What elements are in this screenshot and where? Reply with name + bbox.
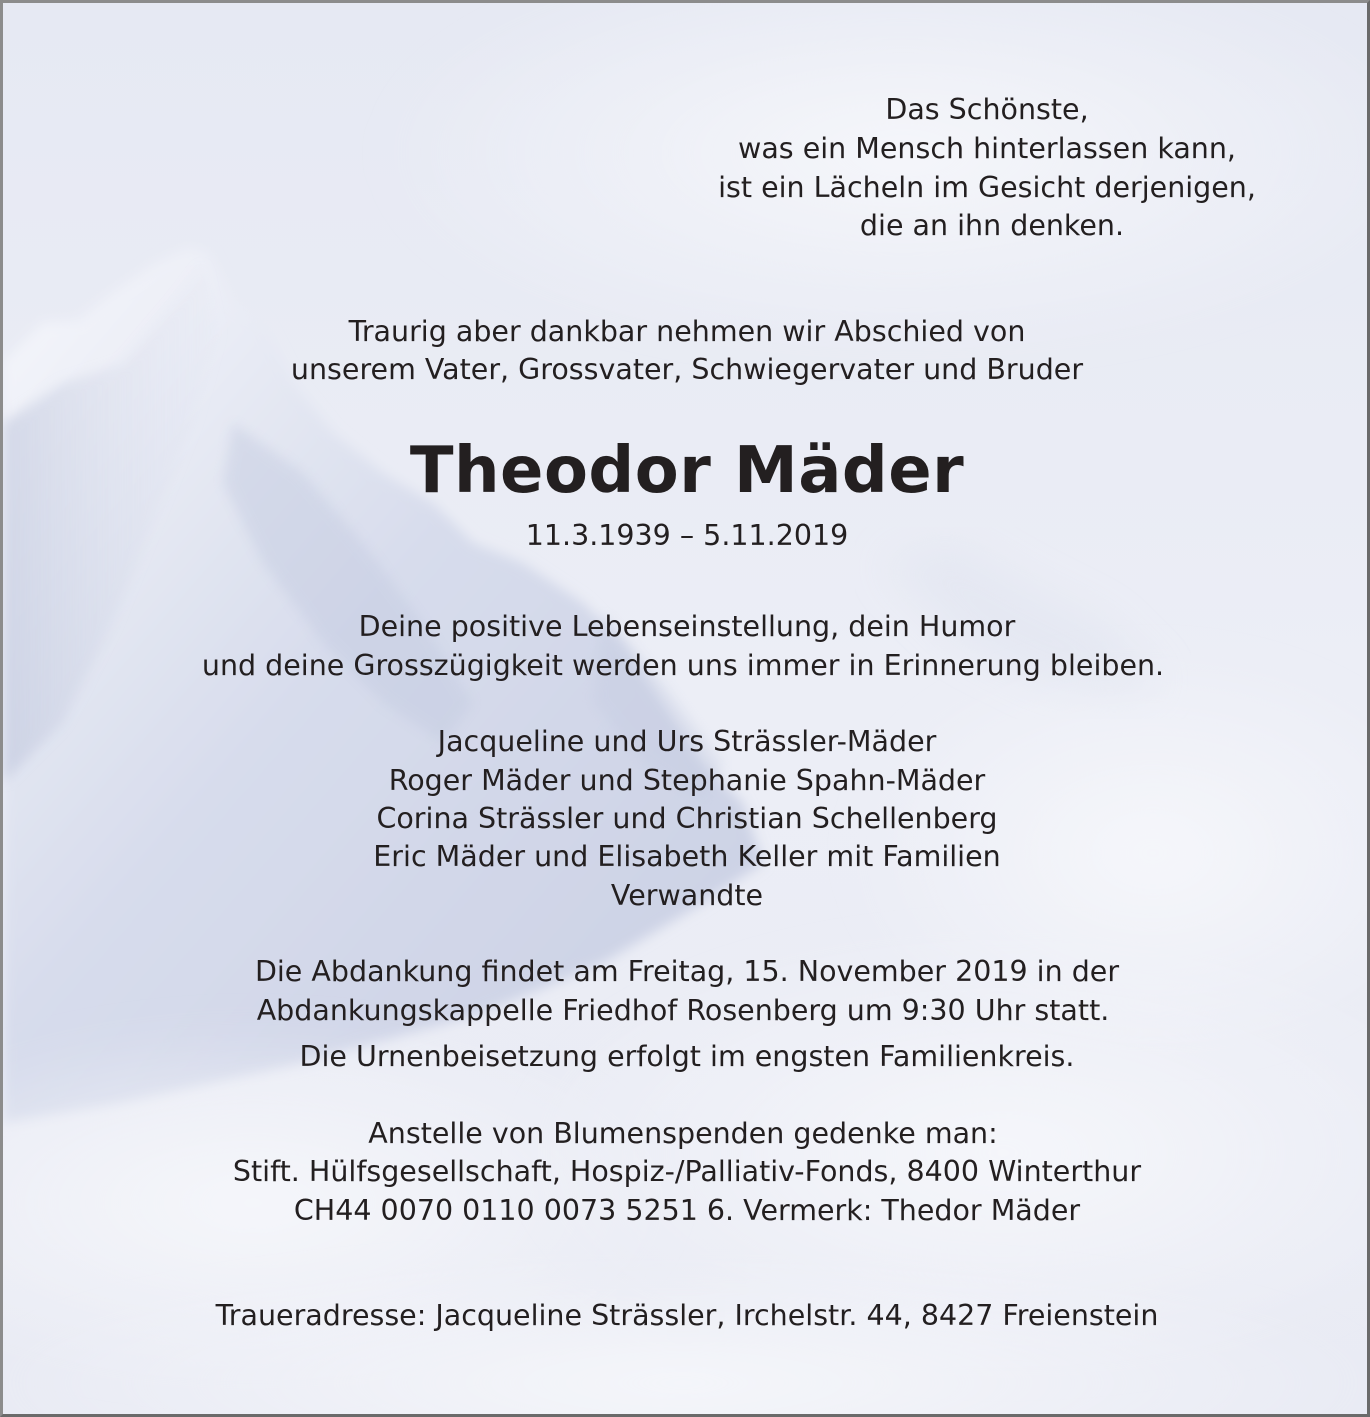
tribute-line: und deine Grosszügigkeit werden uns immer in Erinnerung bleiben. (201, 649, 1165, 682)
quote-line: was ein Mensch hinterlassen kann, (738, 132, 1236, 165)
mourner-entry: Jacqueline und Urs Strässler-Mäder (437, 725, 937, 758)
quote-line: Das Schönste, (885, 93, 1089, 126)
ceremony-line: Die Urnenbeisetzung erfolgt im engsten Familienkreis. (299, 1040, 1075, 1073)
deceased-name: Theodor Mäder (409, 434, 965, 508)
mourner-entry: Roger Mäder und Stephanie Spahn-Mäder (388, 764, 986, 797)
intro-line: unserem Vater, Grossvater, Schwiegervater und Bruder (290, 353, 1084, 386)
mourning-address: Traueradresse: Jacqueline Strässler, Irchelstr. 44, 8427 Freienstein (215, 1299, 1159, 1332)
mourner-entry: Eric Mäder und Elisabeth Keller mit Familien (373, 840, 1001, 873)
life-dates: 11.3.1939 – 5.11.2019 (525, 519, 849, 552)
donation-line: Stift. Hülfsgesellschaft, Hospiz-/Palliativ-Fonds, 8400 Winterthur (232, 1155, 1142, 1188)
ceremony-line: Die Abdankung findet am Freitag, 15. November 2019 in der (254, 955, 1120, 988)
tribute-line: Deine positive Lebenseinstellung, dein Humor (358, 610, 1016, 643)
mourner-entry: Verwandte (610, 879, 764, 912)
donation-line: Anstelle von Blumenspenden gedenke man: (368, 1117, 998, 1150)
ceremony-line: Abdankungskappelle Friedhof Rosenberg um 9:30 Uhr statt. (256, 994, 1110, 1027)
donation-line: CH44 0070 0110 0073 5251 6. Vermerk: Thedor Mäder (293, 1194, 1081, 1227)
quote-line: ist ein Lächeln im Gesicht derjenigen, (718, 171, 1256, 204)
intro-line: Traurig aber dankbar nehmen wir Abschied von (348, 315, 1026, 348)
quote-line: die an ihn denken. (859, 209, 1125, 242)
mourner-entry: Corina Strässler und Christian Schellenberg (376, 802, 998, 835)
obituary-text (3, 3, 1367, 1414)
